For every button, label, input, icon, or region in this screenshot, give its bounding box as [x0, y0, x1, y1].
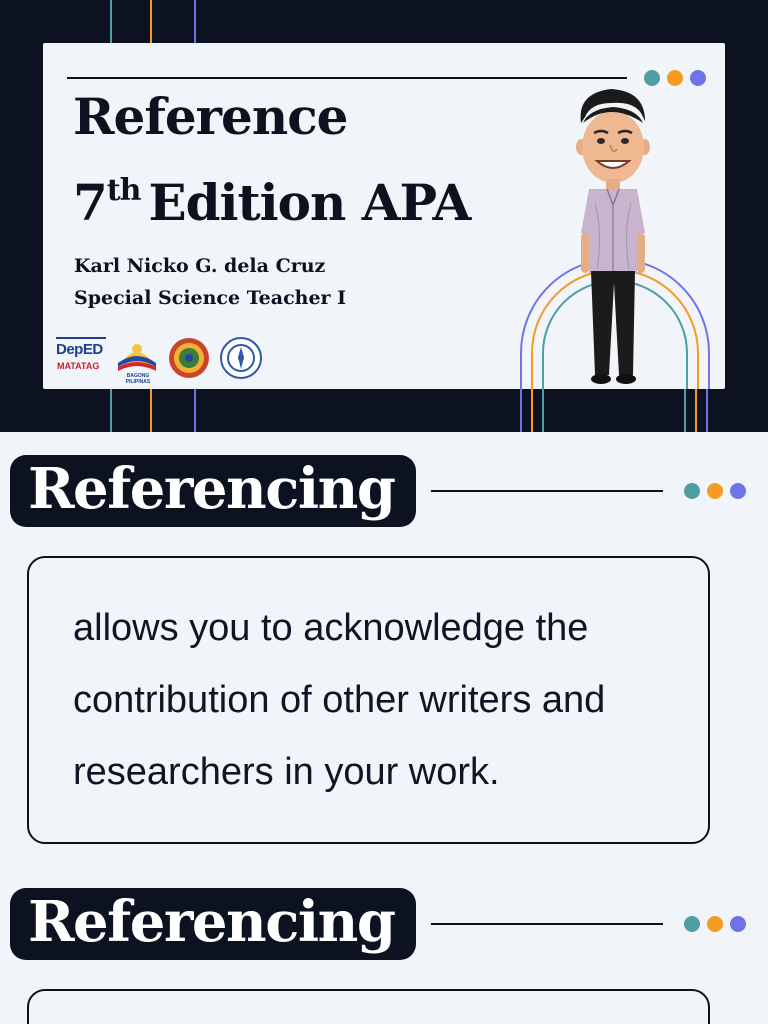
- edition-text: Edition APA: [148, 173, 471, 232]
- decor-line: [150, 389, 152, 432]
- dot-teal: [684, 916, 700, 932]
- bagong-pilipinas-logo: BAGONG PILIPINAS: [116, 337, 158, 379]
- dot-orange: [707, 483, 723, 499]
- deped-matatag-logo: DepED MATATAG: [56, 337, 106, 379]
- heading-pill: [10, 455, 416, 527]
- logo-row: [56, 337, 262, 385]
- edition-number: 7: [73, 173, 107, 232]
- divider: [67, 77, 627, 79]
- title-card: [43, 43, 725, 389]
- decor-dots: [684, 916, 746, 932]
- regional-seal-logo: [168, 337, 210, 379]
- dot-orange: [667, 70, 683, 86]
- slide-heading: Referencing: [28, 456, 395, 522]
- teacher-caricature: [563, 83, 663, 389]
- title-slide: [0, 0, 768, 432]
- decor-line: [194, 389, 196, 432]
- school-seal-logo: [220, 337, 262, 379]
- decor-dots: [684, 483, 746, 499]
- author-position: Special Science Teacher I: [74, 287, 347, 309]
- decor-line: [150, 0, 152, 43]
- rainbow-arcs-lower: [515, 389, 715, 432]
- heading-divider: [431, 923, 663, 925]
- dot-purple: [730, 916, 746, 932]
- decor-line: [110, 0, 112, 43]
- dot-purple: [690, 70, 706, 86]
- definition-box: [27, 556, 710, 844]
- referencing-slide-2: [0, 866, 768, 1024]
- dot-purple: [730, 483, 746, 499]
- title-reference: Reference: [73, 87, 348, 146]
- title-edition: [73, 173, 470, 232]
- definition-box: [27, 989, 710, 1024]
- slide-heading: Referencing: [28, 889, 395, 955]
- decor-line: [110, 389, 112, 432]
- heading-pill: [10, 888, 416, 960]
- edition-suffix: th: [106, 173, 141, 208]
- referencing-slide: [0, 432, 768, 864]
- decor-line: [194, 0, 196, 43]
- dot-teal: [684, 483, 700, 499]
- heading-divider: [431, 490, 663, 492]
- definition-text: allows you to acknowledge the contribution of other writers and researchers in your work.: [73, 607, 606, 793]
- author-name: Karl Nicko G. dela Cruz: [74, 255, 326, 277]
- dot-orange: [707, 916, 723, 932]
